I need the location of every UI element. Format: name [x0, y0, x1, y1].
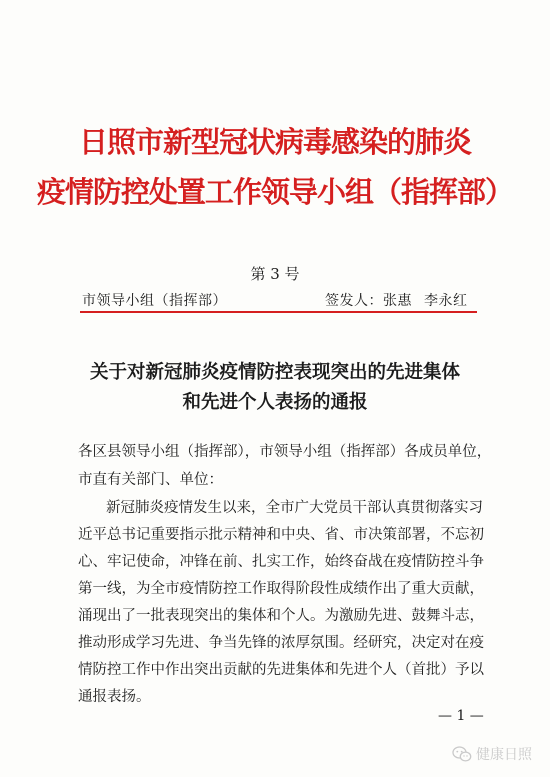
body-paragraph-line: 近平总书记重要指示批示精神和中央、省、市决策部署，不忘初: [78, 527, 484, 543]
document-number: 第 3 号: [250, 265, 300, 283]
signer-name-2: 李永红: [424, 293, 468, 309]
header-title-line-2: 疫情防控处置工作领导小组（指挥部）: [36, 175, 513, 209]
watermark-text: 健康日照: [476, 747, 532, 763]
wechat-icon: [452, 746, 472, 762]
issuer: 市领导小组（指挥部）: [82, 293, 227, 309]
body-paragraph-line: 通报表扬。: [78, 689, 151, 705]
header-title-line-1: 日照市新型冠状病毒感染的肺炎: [78, 125, 471, 159]
body-paragraph-line: 推动形成学习先进、争当先锋的浓厚氛围。经研究，决定对在疫: [78, 635, 484, 651]
watermark: [452, 744, 532, 764]
signer-name-1: 张惠: [383, 293, 412, 309]
notice-title-line-2: 和先进个人表扬的通报: [182, 392, 368, 413]
body-paragraph-line: 涌现出了一批表现突出的集体和个人。为激励先进、鼓舞斗志，: [78, 608, 484, 624]
body-paragraph-line: 情防控工作中作出突出贡献的先进集体和先进个人（首批）予以: [78, 662, 484, 678]
addressee-line-1: 各区县领导小组（指挥部），市领导小组（指挥部）各成员单位，: [78, 444, 492, 460]
body-paragraph-line: 心、牢记使命，冲锋在前、扎实工作，始终奋战在疫情防控斗争: [78, 554, 484, 570]
signer: [325, 290, 468, 310]
page-number: — 1 —: [438, 708, 484, 724]
red-divider: [80, 311, 477, 313]
signer-label: 签发人：: [325, 293, 383, 309]
addressee-line-2: 市直有关部门、单位：: [78, 472, 223, 488]
body-paragraph-line: 新冠肺炎疫情发生以来，全市广大党员干部认真贯彻落实习: [106, 500, 483, 516]
notice-title-line-1: 关于对新冠肺炎疫情防控表现突出的先进集体: [89, 362, 460, 383]
body-paragraph-line: 第一线，为全市疫情防控工作取得阶段性成绩作出了重大贡献，: [78, 581, 484, 597]
